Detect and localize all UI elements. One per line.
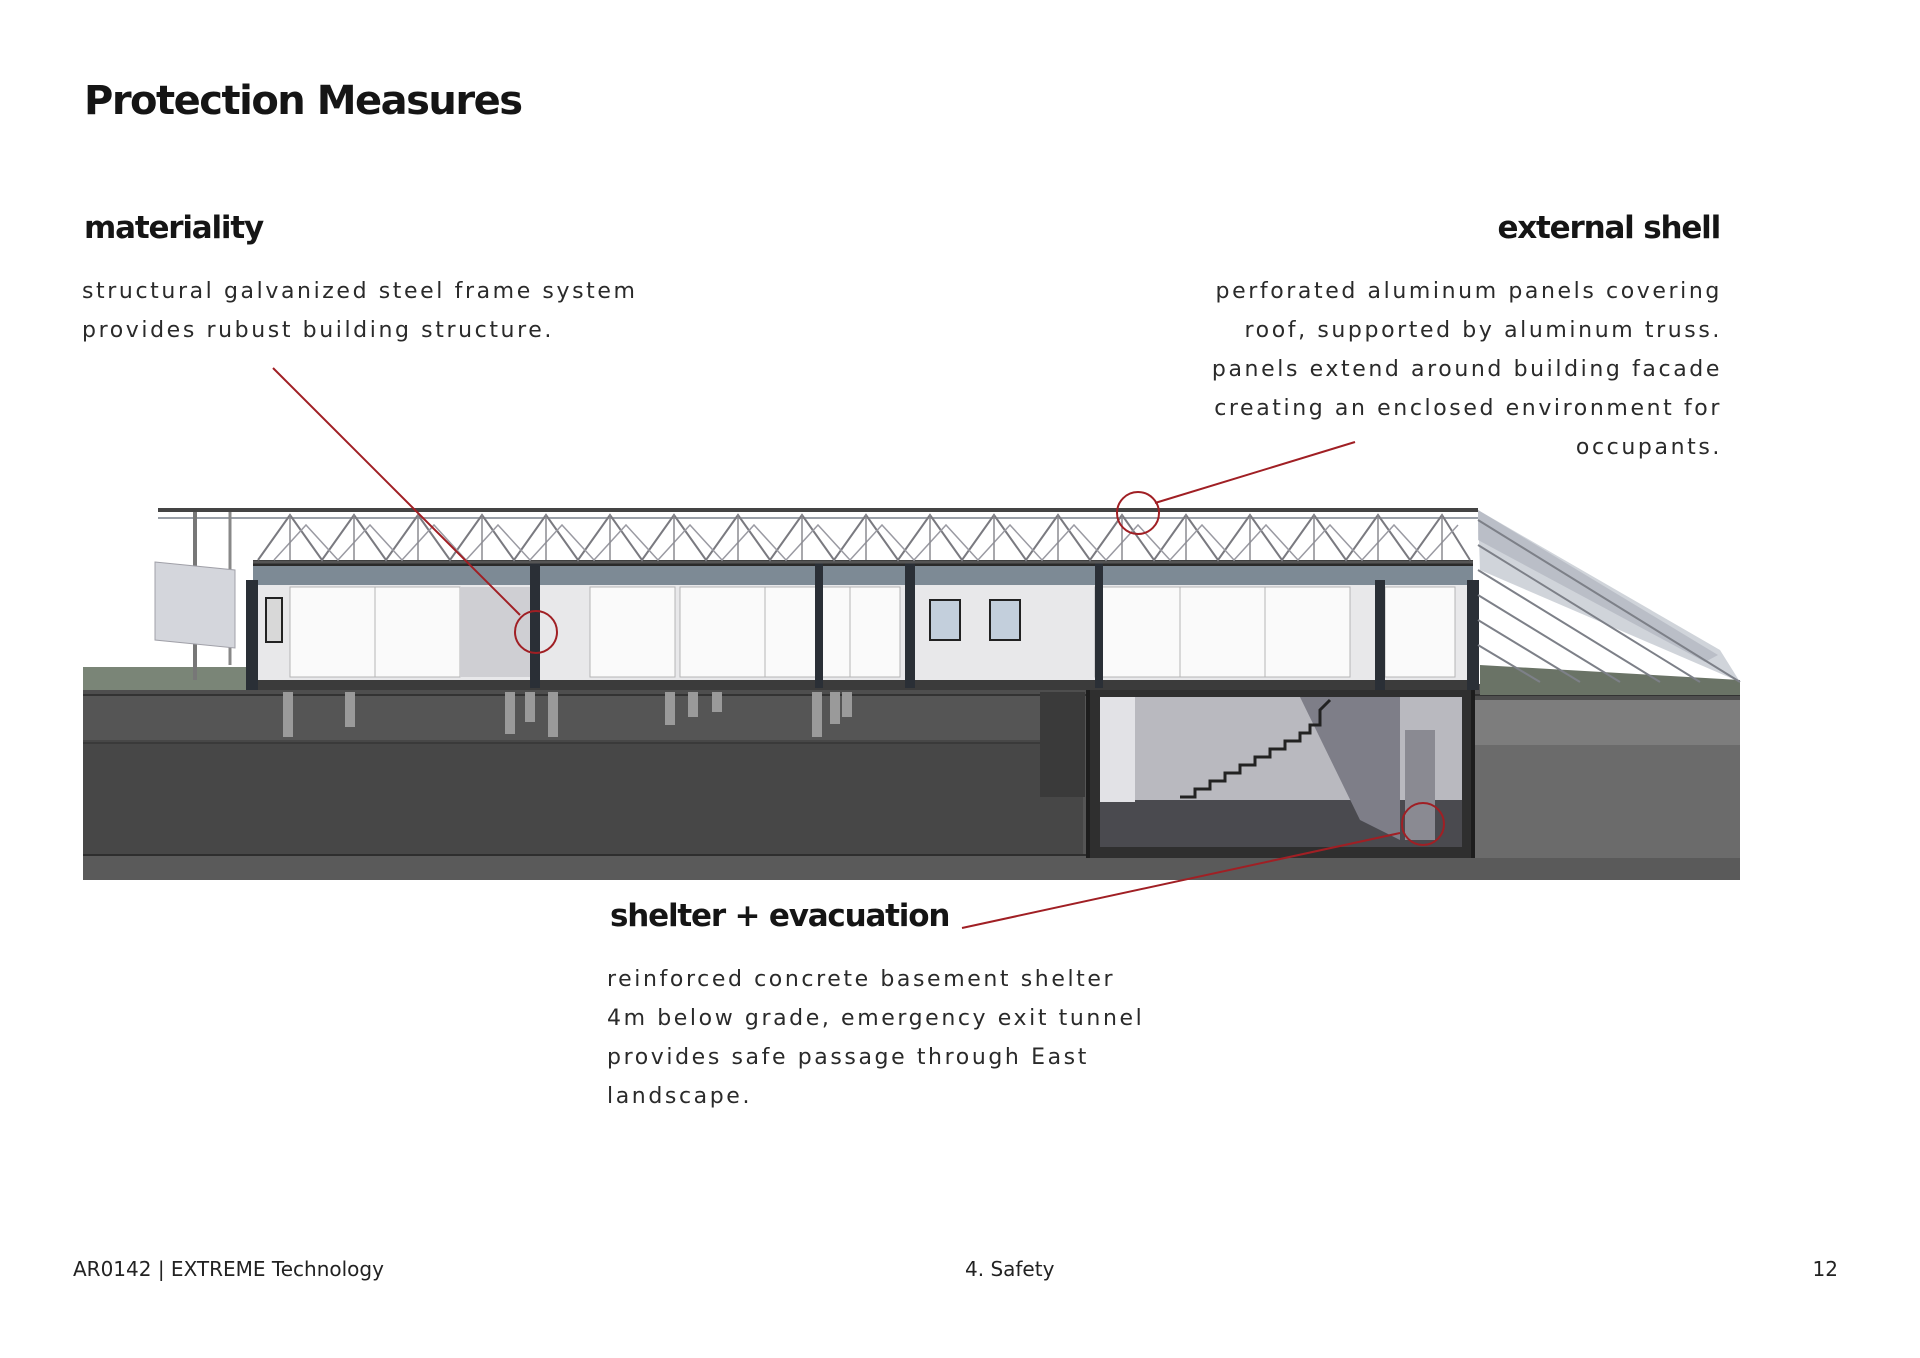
shelter-line: reinforced concrete basement shelter: [607, 967, 1116, 992]
shelter-line: provides safe passage through East: [607, 1045, 1089, 1070]
external-shell-line: creating an enclosed environment for: [1214, 396, 1722, 421]
external-shell-heading: external shell: [1497, 210, 1720, 246]
footer-page-number: 12: [1812, 1257, 1838, 1281]
shelter-line: landscape.: [607, 1084, 753, 1109]
external-shell-line: perforated aluminum panels covering: [1215, 279, 1722, 304]
perforated-shell-panels: [1478, 510, 1740, 682]
materiality-line: structural galvanized steel frame system: [82, 279, 638, 304]
callout-external-shell: [1117, 442, 1355, 534]
materiality-heading: materiality: [84, 210, 263, 246]
external-shell-line: panels extend around building facade: [1211, 357, 1722, 382]
external-shell-line: occupants.: [1575, 435, 1722, 460]
shelter-evacuation-heading: shelter + evacuation: [610, 898, 950, 934]
external-shell-line: roof, supported by aluminum truss.: [1244, 318, 1722, 343]
materiality-line: provides rubust building structure.: [82, 318, 554, 343]
page-title: Protection Measures: [84, 78, 522, 124]
main-floor: [246, 560, 1479, 690]
basement-shelter: [1088, 690, 1740, 858]
shelter-line: 4m below grade, emergency exit tunnel: [607, 1006, 1145, 1031]
footer-course: AR0142 | EXTREME Technology: [73, 1257, 384, 1281]
footer-chapter: 4. Safety: [965, 1257, 1055, 1281]
shelter-evacuation-description: [607, 960, 1144, 1116]
